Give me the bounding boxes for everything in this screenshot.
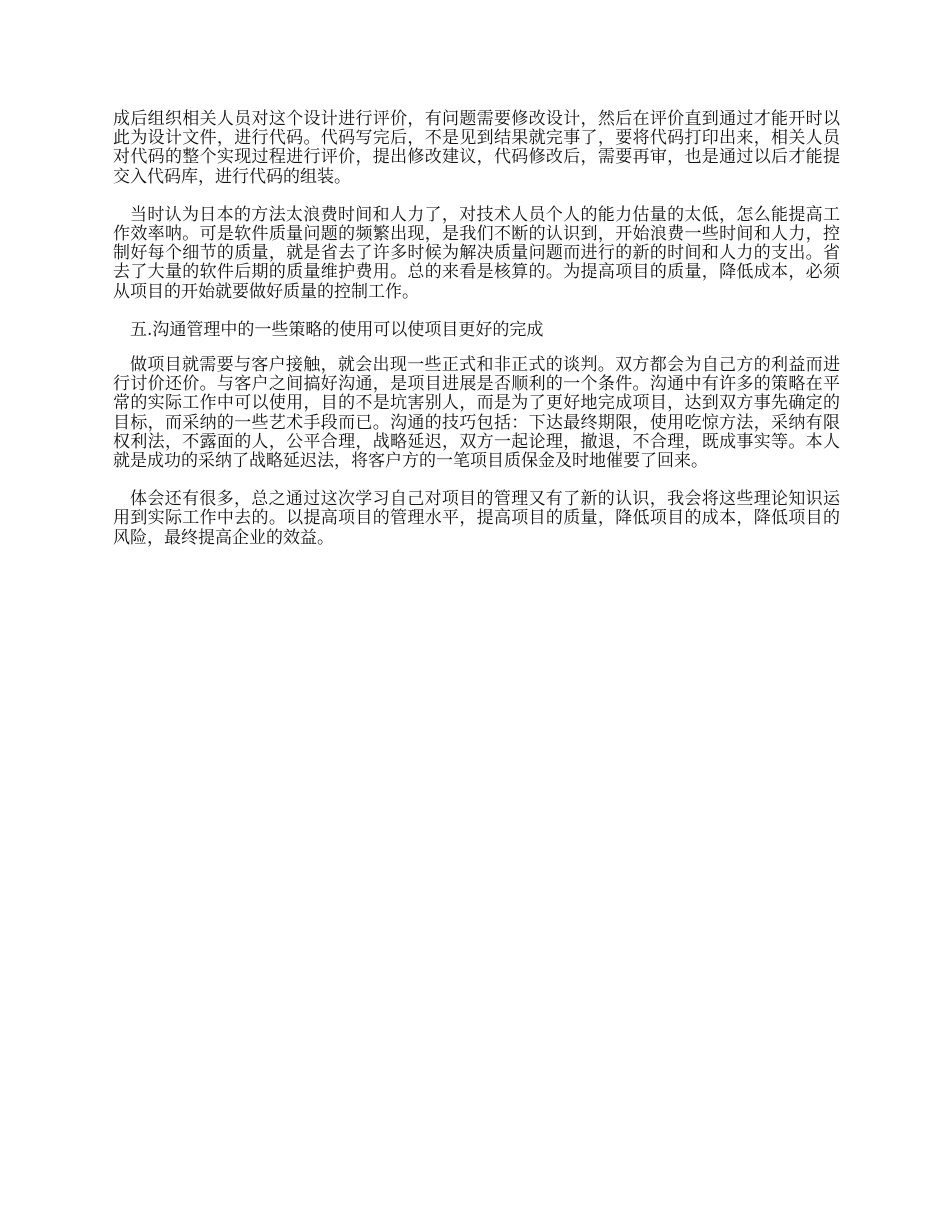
section-heading: 五.沟通管理中的一些策略的使用可以使项目更好的完成 [130, 319, 544, 340]
document-page [113, 110, 840, 567]
paragraph-communication: 做项目就需要与客户接触，就会出现一些正式和非正式的谈判。双方都会为自己方的利益而进行讨价还价。与客户之间搞好沟通，是项目进展是否顺利的一个条件。沟通中有许多的策略在平常的实际工作中可以使用，目的不是坑害别人，而是为了更好地完成项目，达到双方事先确定的目标，而采纳的一些艺术手段而已。沟通的技巧包括：下达最终期限，使用吃惊方法，采纳有限权利法，不露面的人，公平合理，战略延迟，双方一起论理，撤退，不合理，既成事实等。本人就是成功的采纳了战略延迟法，将客户方的一笔项目质保金及时地催要了回来。 [113, 355, 840, 472]
paragraph-code-review: 成后组织相关人员对这个设计进行评价，有问题需要修改设计，然后在评价直到通过才能开时以此为设计文件，进行代码。代码写完后，不是见到结果就完事了，要将代码打印出来，相关人员对代码的整个实现过程进行评价，提出修改建议，代码修改后，需要再审，也是通过以后才能提交入代码库，进行代码的组装。 [113, 109, 840, 187]
paragraph-conclusion: 体会还有很多，总之通过这次学习自己对项目的管理又有了新的认识，我会将这些理论知识运用到实际工作中去的。以提高项目的管理水平，提高项目的质量，降低项目的成本，降低项目的风险，最终提高企业的效益。 [113, 489, 840, 548]
paragraph-quality-control: 当时认为日本的方法太浪费时间和人力了，对技术人员个人的能力估量的太低，怎么能提高工作效率呐。可是软件质量问题的频繁出现，是我们不断的认识到，开始浪费一些时间和人力，控制好每个细节的质量，就是省去了许多时候为解决质量问题而进行的新的时间和人力的支出。省去了大量的软件后期的质量维护费用。总的来看是核算的。为提高项目的质量，降低成本，必须从项目的开始就要做好质量的控制工作。 [113, 204, 840, 302]
